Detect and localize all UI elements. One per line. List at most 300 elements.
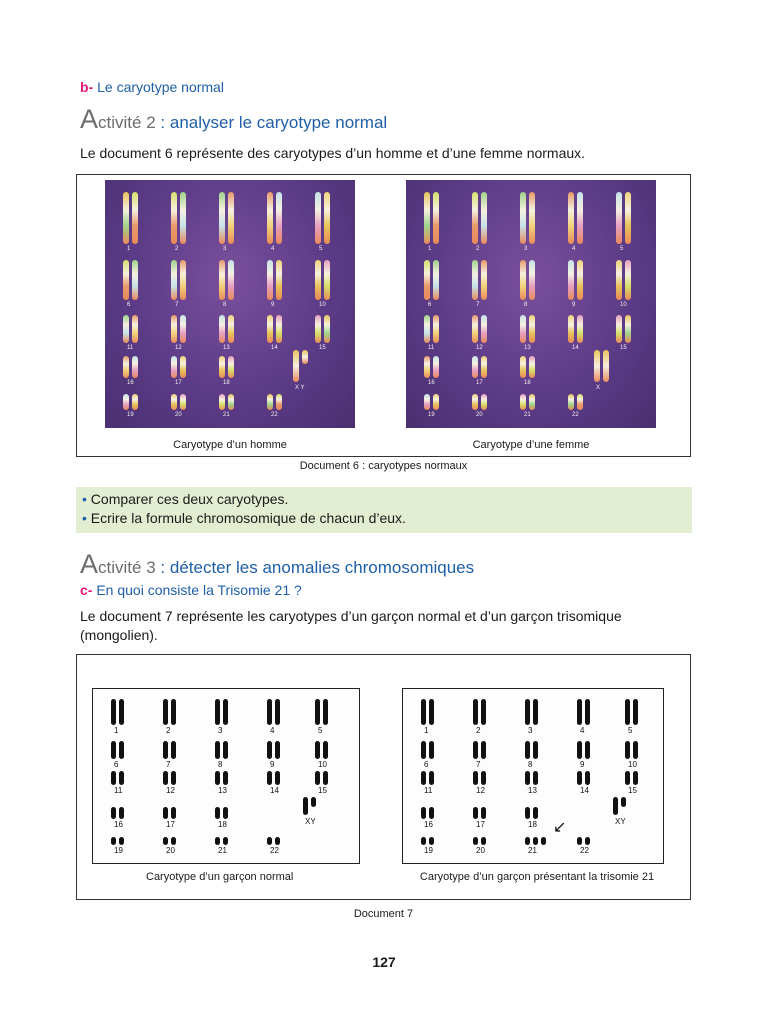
chromosome [633,771,638,785]
chromosome-number-label: 11 [428,345,435,351]
chromosome [228,260,234,300]
chromosome [275,699,280,725]
chromosome-number-label: 6 [127,302,131,308]
chromosome-number-label: 22 [572,412,579,418]
chromosome-number-label: 12 [476,786,485,795]
chromosome-number-label: 12 [175,345,182,351]
chromosome-number-label: 9 [270,760,275,769]
chromosome [585,771,590,785]
chromosome [481,192,487,244]
chromosome [481,741,486,759]
chromosome [473,837,478,845]
chromosome [625,260,631,300]
chromosome-number-label: 20 [476,412,483,418]
section-c-heading [80,582,302,598]
chromosome-number-label: 6 [428,302,432,308]
chromosome [315,192,321,244]
page-number: 127 [372,954,396,970]
chromosome-number-label: 15 [319,345,326,351]
chromosome-number-label: 4 [572,246,576,252]
chromosome [111,699,116,725]
sex-chromosome [311,797,316,807]
chromosome [123,192,129,244]
chromosome [568,315,574,343]
sex-chromosome [594,350,600,382]
chromosome [421,807,426,819]
chromosome-number-label: 14 [572,345,579,351]
chromosome [315,771,320,785]
chromosome-number-label: 2 [476,726,481,735]
chromosome [180,260,186,300]
chromosome [219,315,225,343]
chromosome-number-label: 18 [223,380,230,386]
chromosome [180,394,186,410]
chromosome [424,192,430,244]
chromosome-number-label: 1 [424,726,429,735]
chromosome [481,837,486,845]
chromosome [180,192,186,244]
doc6-intro: Le document 6 représente des caryotypes d’un homme et d’une femme normaux. [80,145,586,161]
chromosome [163,837,168,845]
chromosome [585,837,590,845]
chromosome-number-label: 19 [428,412,435,418]
chromosome [424,260,430,300]
tasks-box [76,487,692,533]
doc6-caption: Document 6 : caryotypes normaux [299,460,468,472]
caption-normal-boy: Caryotype d’un garçon normal [146,871,294,883]
chromosome [132,192,138,244]
chromosome [616,315,622,343]
doc6-frame [76,174,691,457]
chromosome [276,260,282,300]
chromosome-number-label: 5 [620,246,624,252]
chromosome-number-label: 20 [175,412,182,418]
chromosome [577,260,583,300]
chromosome-number-label: 19 [127,412,134,418]
chromosome [520,356,526,378]
chromosome [577,315,583,343]
chromosome [481,315,487,343]
chromosome [525,837,530,845]
doc7-caption: Document 7 [353,908,414,920]
chromosome [132,394,138,410]
chromosome [568,394,574,410]
section-letter: b- [80,79,94,95]
activity-title: analyser le caryotype normal [169,113,388,132]
chromosome [529,315,535,343]
chromosome [625,771,630,785]
chromosome [529,394,535,410]
section-b-heading [80,79,224,95]
chromosome [267,771,272,785]
doc7-intro [80,607,700,645]
activity-title: détecter les anomalies chromosomiques [169,558,475,577]
chromosome [541,837,546,845]
chromosome-number-label: 19 [114,846,123,855]
chromosome [585,741,590,759]
sex-chromosome [303,797,308,815]
chromosome-number-label: 4 [271,246,275,252]
chromosome [421,771,426,785]
activity-initial: A [80,104,99,134]
chromosome-number-label: 21 [218,846,227,855]
chromosome-number-label: 13 [223,345,230,351]
chromosome [315,699,320,725]
chromosome [315,260,321,300]
task-item [82,509,406,528]
chromosome-number-label: 6 [424,760,429,769]
chromosome [481,356,487,378]
chromosome [171,315,177,343]
chromosome-number-label: 3 [218,726,223,735]
doc7-frame [76,654,691,900]
chromosome-number-label: 5 [318,726,323,735]
activity-3-heading [80,549,474,580]
sex-chromosome [621,797,626,807]
chromosome [481,771,486,785]
chromosome-number-label: 3 [528,726,533,735]
chromosome [223,771,228,785]
chromosome [123,260,129,300]
chromosome [228,315,234,343]
chromosome [625,741,630,759]
arrow-icon: ↙ [553,819,567,836]
chromosome-number-label: 22 [580,846,589,855]
chromosome [433,394,439,410]
chromosome [473,699,478,725]
chromosome [525,699,530,725]
chromosome [472,315,478,343]
chromosome [421,837,426,845]
chromosome [123,315,129,343]
chromosome [472,356,478,378]
chromosome-number-label: 10 [319,302,326,308]
chromosome-number-label: 1 [127,246,131,252]
chromosome-number-label: 16 [127,380,134,386]
chromosome-number-label: 8 [528,760,533,769]
chromosome [171,699,176,725]
section-title: En quoi consiste la Trisomie 21 ? [96,582,302,598]
chromosome [219,394,225,410]
chromosome [324,315,330,343]
chromosome-number-label: 4 [580,726,585,735]
sex-chromosome-label: XY [305,817,316,826]
chromosome [171,741,176,759]
chromosome-number-label: 15 [628,786,637,795]
chromosome [577,699,582,725]
chromosome [481,807,486,819]
chromosome-number-label: 18 [528,820,537,829]
chromosome [132,356,138,378]
chromosome-number-label: 7 [175,302,179,308]
chromosome [219,260,225,300]
chromosome-number-label: 21 [524,412,531,418]
chromosome [525,807,530,819]
chromosome [533,837,538,845]
chromosome-number-label: 8 [223,302,227,308]
chromosome-number-label: 7 [476,760,481,769]
chromosome [625,699,630,725]
chromosome [111,741,116,759]
chromosome-number-label: 16 [428,380,435,386]
chromosome [472,394,478,410]
bullet-icon: • [82,510,87,526]
chromosome-number-label: 14 [580,786,589,795]
chromosome [215,837,220,845]
chromosome [324,192,330,244]
chromosome-number-label: 10 [620,302,627,308]
chromosome [429,807,434,819]
chromosome [123,394,129,410]
chromosome [529,356,535,378]
chromosome [577,394,583,410]
chromosome [424,315,430,343]
chromosome [171,192,177,244]
chromosome [171,260,177,300]
chromosome-number-label: 17 [476,820,485,829]
chromosome [529,260,535,300]
chromosome-number-label: 13 [524,345,531,351]
chromosome-number-label: 8 [524,302,528,308]
chromosome [433,192,439,244]
chromosome-number-label: 17 [476,380,483,386]
chromosome [633,741,638,759]
chromosome [267,394,273,410]
chromosome [520,315,526,343]
chromosome [421,699,426,725]
chromosome [424,356,430,378]
chromosome-number-label: 21 [528,846,537,855]
chromosome [215,741,220,759]
chromosome [568,192,574,244]
chromosome-number-label: 11 [114,786,123,795]
activity-initial: A [80,549,99,579]
trisomy-karyotype-image [402,688,664,864]
chromosome [429,741,434,759]
chromosome [525,771,530,785]
chromosome [520,260,526,300]
chromosome [180,315,186,343]
bullet-icon: • [82,491,87,507]
chromosome [585,699,590,725]
chromosome [132,260,138,300]
chromosome [633,699,638,725]
chromosome-number-label: 10 [318,760,327,769]
section-letter: c- [80,582,93,598]
chromosome [520,192,526,244]
chromosome [119,741,124,759]
activity-word: ctivité [98,113,142,132]
chromosome-number-label: 15 [620,345,627,351]
sex-chromosome [302,350,308,364]
chromosome [577,741,582,759]
chromosome [171,771,176,785]
chromosome [568,260,574,300]
chromosome-number-label: 14 [271,345,278,351]
chromosome [215,807,220,819]
chromosome-number-label: 3 [524,246,528,252]
chromosome [223,837,228,845]
chromosome-number-label: 3 [223,246,227,252]
chromosome-number-label: 20 [166,846,175,855]
chromosome [577,771,582,785]
chromosome [119,771,124,785]
chromosome [228,356,234,378]
chromosome [267,315,273,343]
chromosome [111,771,116,785]
chromosome [119,837,124,845]
chromosome [577,837,582,845]
chromosome [163,771,168,785]
chromosome [520,394,526,410]
chromosome-number-label: 2 [166,726,171,735]
chromosome-number-label: 1 [428,246,432,252]
chromosome [324,260,330,300]
chromosome [429,837,434,845]
chromosome [219,192,225,244]
chromosome [171,837,176,845]
chromosome [215,771,220,785]
chromosome [163,699,168,725]
chromosome [473,771,478,785]
chromosome-number-label: 12 [166,786,175,795]
chromosome [123,356,129,378]
chromosome-number-label: 12 [476,345,483,351]
chromosome-number-label: 19 [424,846,433,855]
chromosome-number-label: 9 [572,302,576,308]
chromosome-number-label: 20 [476,846,485,855]
chromosome [111,807,116,819]
chromosome-number-label: 5 [628,726,633,735]
section-title: Le caryotype normal [97,79,224,95]
chromosome-number-label: 11 [127,345,134,351]
chromosome [529,192,535,244]
chromosome [625,315,631,343]
chromosome-number-label: 5 [319,246,323,252]
chromosome [433,315,439,343]
chromosome-number-label: 7 [166,760,171,769]
chromosome [132,315,138,343]
sex-chromosome [603,350,609,382]
sex-chromosome [293,350,299,382]
chromosome [472,260,478,300]
activity-colon: : [155,558,166,577]
chromosome-number-label: 17 [175,380,182,386]
chromosome-number-label: 18 [218,820,227,829]
chromosome [616,260,622,300]
chromosome [275,741,280,759]
chromosome [315,315,321,343]
chromosome [533,699,538,725]
sex-chromosome-label: X Y [295,385,305,391]
chromosome [429,771,434,785]
chromosome [323,741,328,759]
chromosome [616,192,622,244]
activity-2-heading [80,104,387,135]
chromosome [421,741,426,759]
chromosome [228,192,234,244]
chromosome-number-label: 4 [270,726,275,735]
activity-colon: : [155,113,166,132]
sex-chromosome-label: XY [615,817,626,826]
chromosome-number-label: 14 [270,786,279,795]
female-karyotype-image [406,180,656,428]
chromosome [275,771,280,785]
chromosome [481,699,486,725]
chromosome [323,699,328,725]
chromosome [267,699,272,725]
chromosome [163,807,168,819]
chromosome [424,394,430,410]
chromosome-number-label: 17 [166,820,175,829]
chromosome [219,356,225,378]
chromosome [433,260,439,300]
caption-trisomy-boy: Caryotype d’un garçon présentant la trisomie 21 [419,871,655,883]
chromosome [276,192,282,244]
caption-female: Caryotype d’une femme [472,439,590,451]
chromosome [276,394,282,410]
chromosome-number-label: 1 [114,726,119,735]
chromosome-number-label: 22 [270,846,279,855]
chromosome [481,260,487,300]
chromosome [315,741,320,759]
chromosome-number-label: 21 [223,412,230,418]
chromosome [533,807,538,819]
chromosome [472,192,478,244]
chromosome [533,771,538,785]
chromosome-number-label: 13 [528,786,537,795]
chromosome-number-label: 10 [628,760,637,769]
chromosome [171,356,177,378]
chromosome-number-label: 2 [175,246,179,252]
chromosome-number-label: 16 [114,820,123,829]
chromosome [180,356,186,378]
chromosome-number-label: 15 [318,786,327,795]
chromosome [525,741,530,759]
chromosome-number-label: 9 [580,760,585,769]
task-text: Comparer ces deux caryotypes. [90,491,289,507]
chromosome [171,807,176,819]
chromosome [267,192,273,244]
chromosome [267,260,273,300]
chromosome [323,771,328,785]
activity-number: 2 [146,113,156,132]
chromosome-number-label: 16 [424,820,433,829]
chromosome [223,741,228,759]
chromosome [111,837,116,845]
doc7-intro-line2: (mongolien). [80,627,158,643]
task-item [82,490,288,509]
chromosome [625,192,631,244]
chromosome [429,699,434,725]
chromosome-number-label: 9 [271,302,275,308]
chromosome-number-label: 6 [114,760,119,769]
chromosome [215,699,220,725]
chromosome-number-label: 11 [424,786,433,795]
chromosome [481,394,487,410]
chromosome [276,315,282,343]
chromosome [577,192,583,244]
chromosome [171,394,177,410]
chromosome-number-label: 13 [218,786,227,795]
sex-chromosome-label: X [596,385,601,391]
caption-male: Caryotype d’un homme [173,439,287,451]
chromosome-number-label: 22 [271,412,278,418]
normal-karyotype-image [92,688,360,864]
chromosome [533,741,538,759]
chromosome-number-label: 7 [476,302,480,308]
doc7-intro-line1: Le document 7 représente les caryotypes d’un garçon normal et d’un garçon trisomique [80,608,622,624]
